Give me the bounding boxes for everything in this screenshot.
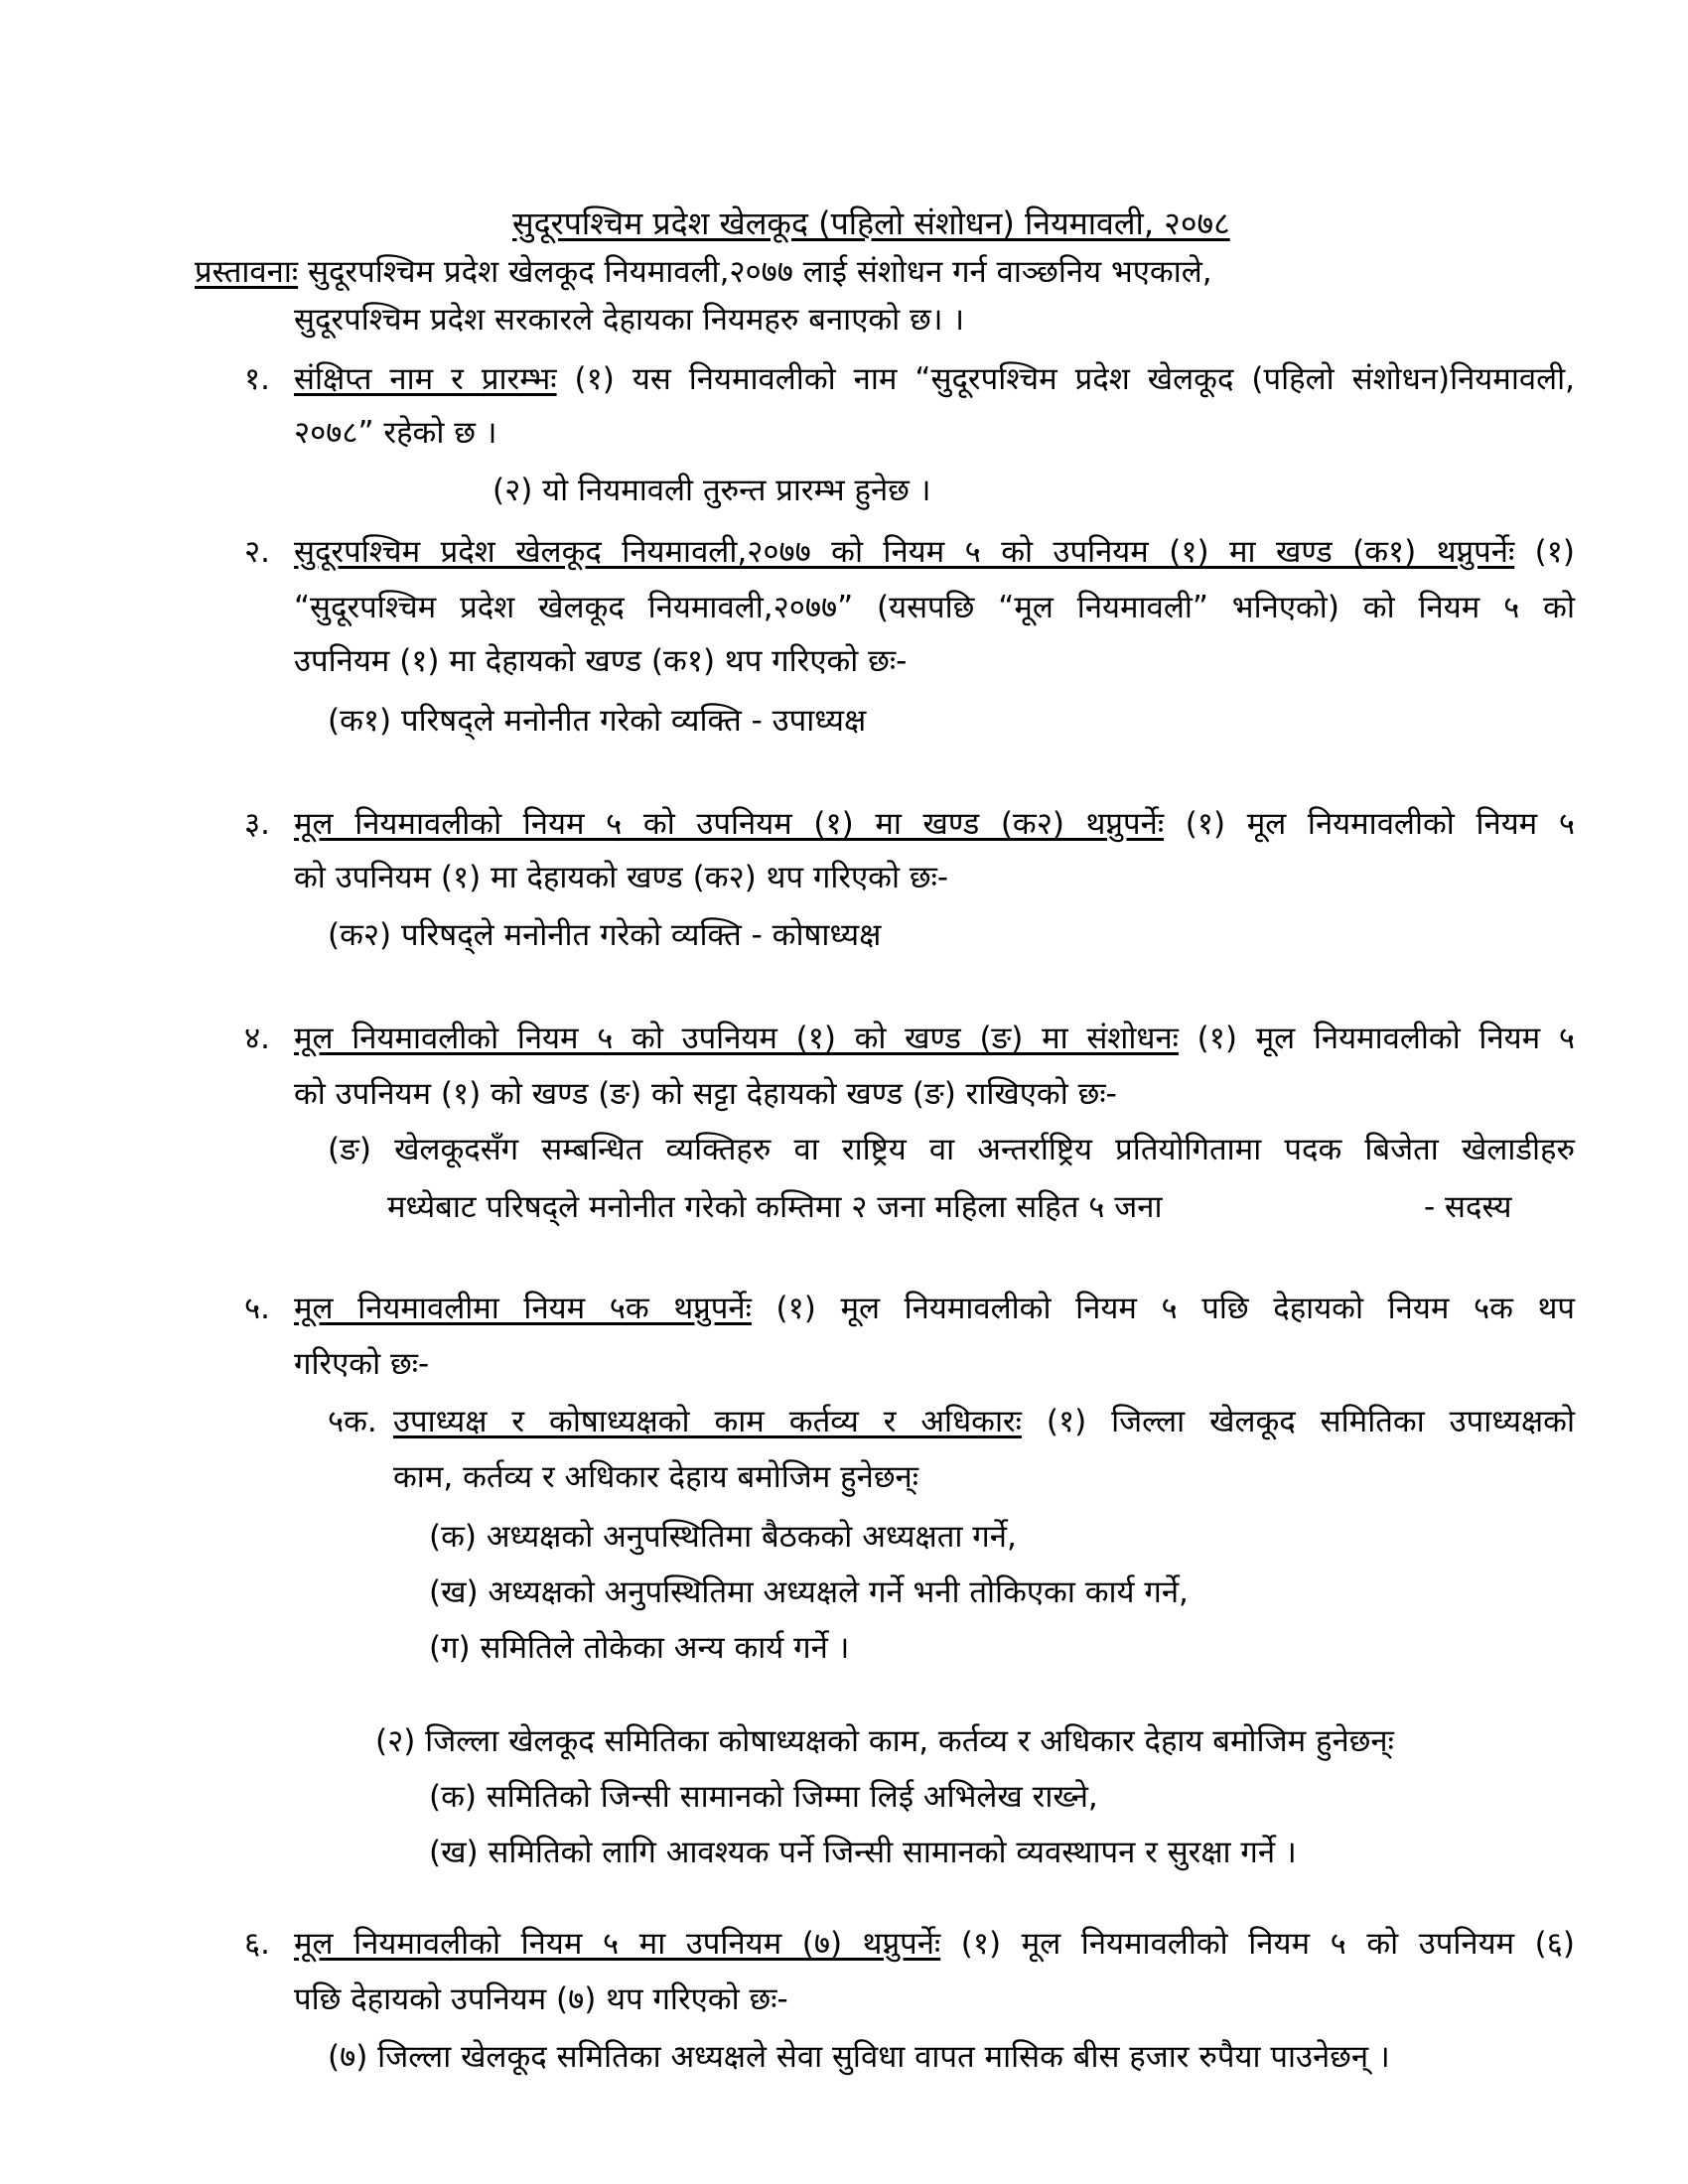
section-4-line-1 [294,1021,1575,1057]
section-1-number: १. [244,361,270,397]
section-2-line-1 [294,534,1575,571]
rule-5ka-number: ५क. [328,1404,377,1439]
preamble-line-1 [195,254,1212,291]
rule-5ka-line-1 [393,1404,1575,1440]
section-4-clause-2: मध्येबाट परिषद्ले मनोनीत गरेको कम्तिमा २ जना महिला सहित ५ जना [387,1189,1163,1225]
preamble-label: प्रस्तावनाः [195,254,299,290]
rule-5ka-text: (१) जिल्ला खेलकूद समितिका उपाध्यक्षको [1021,1404,1575,1439]
section-3-line-1 [294,806,1575,843]
section-2-line-2: “सुदूरपश्चिम प्रदेश खेलकूद नियमावली,२०७७” (यसपछि “मूल नियमावली” भनिएको) को नियम ५ को [294,590,1575,625]
section-3-line-2: को उपनियम (१) मा देहायको खण्ड (क२) थप गरिएको छः- [294,860,949,895]
section-3-number: ३. [244,806,270,842]
section-1-line-2: २०७८” रहेको छ । [294,415,497,451]
section-2-heading: सुदूरपश्चिम प्रदेश खेलकूद नियमावली,२०७७ को नियम ५ को उपनियम (१) मा खण्ड (क१) थप्नुपर्नेः [294,534,1515,570]
section-6-heading: मूल नियमावलीको नियम ५ मा उपनियम (७) थप्नुपर्नेः [294,1926,941,1962]
section-5-number: ५. [244,1291,270,1326]
section-4-text: (१) मूल नियमावलीको नियम ५ [1178,1021,1575,1056]
treasurer-duty-1: (क) समितिको जिन्सी सामानको जिम्मा लिई अभिलेख राख्ने, [429,1779,1098,1815]
section-2-line-3: उपनियम (१) मा देहायको खण्ड (क१) थप गरिएको छः- [294,643,908,679]
section-5-line-2: गरिएको छः- [294,1346,430,1382]
section-1-text: (१) यस नियमावलीको नाम “सुदूरपश्चिम प्रदेश खेलकूद (पहिलो संशोधन)नियमावली, [556,361,1575,397]
section-1-sub-2: (२) यो नियमावली तुरुन्त प्रारम्भ हुनेछ । [492,473,931,508]
preamble-text: सुदूरपश्चिम प्रदेश खेलकूद नियमावली,२०७७ लाई संशोधन गर्न वाञ्छनिय भएकाले, [298,254,1212,290]
vice-chair-duty-2: (ख) अध्यक्षको अनुपस्थितिमा अध्यक्षले गर्ने भनी तोकिएका कार्य गर्ने, [429,1574,1189,1610]
section-6-line-1 [294,1926,1575,1963]
section-4-number: ४. [244,1021,270,1056]
section-3-text: (१) मूल नियमावलीको नियम ५ [1164,806,1575,842]
rule-5ka-sub-2: (२) जिल्ला खेलकूद समितिका कोषाध्यक्षको काम, कर्तव्य र अधिकार देहाय बमोजिम हुनेछन्ः [375,1723,1394,1759]
document-title: सुदूरपश्चिम प्रदेश खेलकूद (पहिलो संशोधन) नियमावली, २०७८ [512,205,1230,242]
section-2-text: (१) [1514,534,1575,570]
section-1-heading: संक्षिप्त नाम र प्रारम्भः [294,361,557,397]
section-4-heading: मूल नियमावलीको नियम ५ को उपनियम (१) को खण्ड (ङ) मा संशोधनः [294,1021,1179,1056]
section-6-clause: (७) जिल्ला खेलकूद समितिका अध्यक्षले सेवा सुविधा वापत मासिक बीस हजार रुपैया पाउनेछन् । [328,2039,1390,2075]
section-5-text: (१) मूल नियमावलीको नियम ५ पछि देहायको नियम ५क थप [751,1291,1575,1326]
rule-5ka-heading: उपाध्यक्ष र कोषाध्यक्षको काम कर्तव्य र अधिकारः [393,1404,1022,1439]
section-2-clause: (क१) परिषद्ले मनोनीत गरेको व्यक्ति - उपाध्यक्ष [328,703,867,739]
section-6-number: ६. [244,1926,270,1962]
section-6-line-2: पछि देहायको उपनियम (७) थप गरिएको छः- [294,1981,788,2017]
rule-5ka-line-2: काम, कर्तव्य र अधिकार देहाय बमोजिम हुनेछन्ः [393,1459,919,1495]
vice-chair-duty-3: (ग) समितिले तोकेका अन्य कार्य गर्ने । [429,1630,850,1666]
section-1-line-1 [294,361,1575,398]
section-3-heading: मूल नियमावलीको नियम ५ को उपनियम (१) मा खण्ड (क२) थप्नुपर्नेः [294,806,1165,842]
section-2-number: २. [244,534,270,570]
section-5-heading: मूल नियमावलीमा नियम ५क थप्नुपर्नेः [294,1291,752,1326]
section-3-clause: (क२) परिषद्ले मनोनीत गरेको व्यक्ति - कोषाध्यक्ष [328,917,882,953]
section-6-text: (१) मूल नियमावलीको नियम ५ को उपनियम (६) [940,1926,1575,1962]
section-4-clause-1: (ङ) खेलकूदसँग सम्बन्धित व्यक्तिहरु वा राष्ट्रिय वा अन्तर्राष्ट्रिय प्रतियोगितामा पदक बिजेता खेलाडीहरु [328,1132,1575,1167]
treasurer-duty-2: (ख) समितिको लागि आवश्यक पर्ने जिन्सी सामानको व्यवस्थापन र सुरक्षा गर्ने । [429,1835,1297,1870]
section-5-line-1 [294,1291,1575,1327]
section-4-clause-2-role: - सदस्य [1424,1189,1512,1225]
vice-chair-duty-1: (क) अध्यक्षको अनुपस्थितिमा बैठकको अध्यक्षता गर्ने, [429,1519,1017,1555]
section-4-line-2: को उपनियम (१) को खण्ड (ङ) को सट्टा देहायको खण्ड (ङ) राखिएको छः- [294,1076,1117,1112]
preamble-line-2: सुदूरपश्चिम प्रदेश सरकारले देहायका नियमहरु बनाएको छ। । [294,302,965,338]
